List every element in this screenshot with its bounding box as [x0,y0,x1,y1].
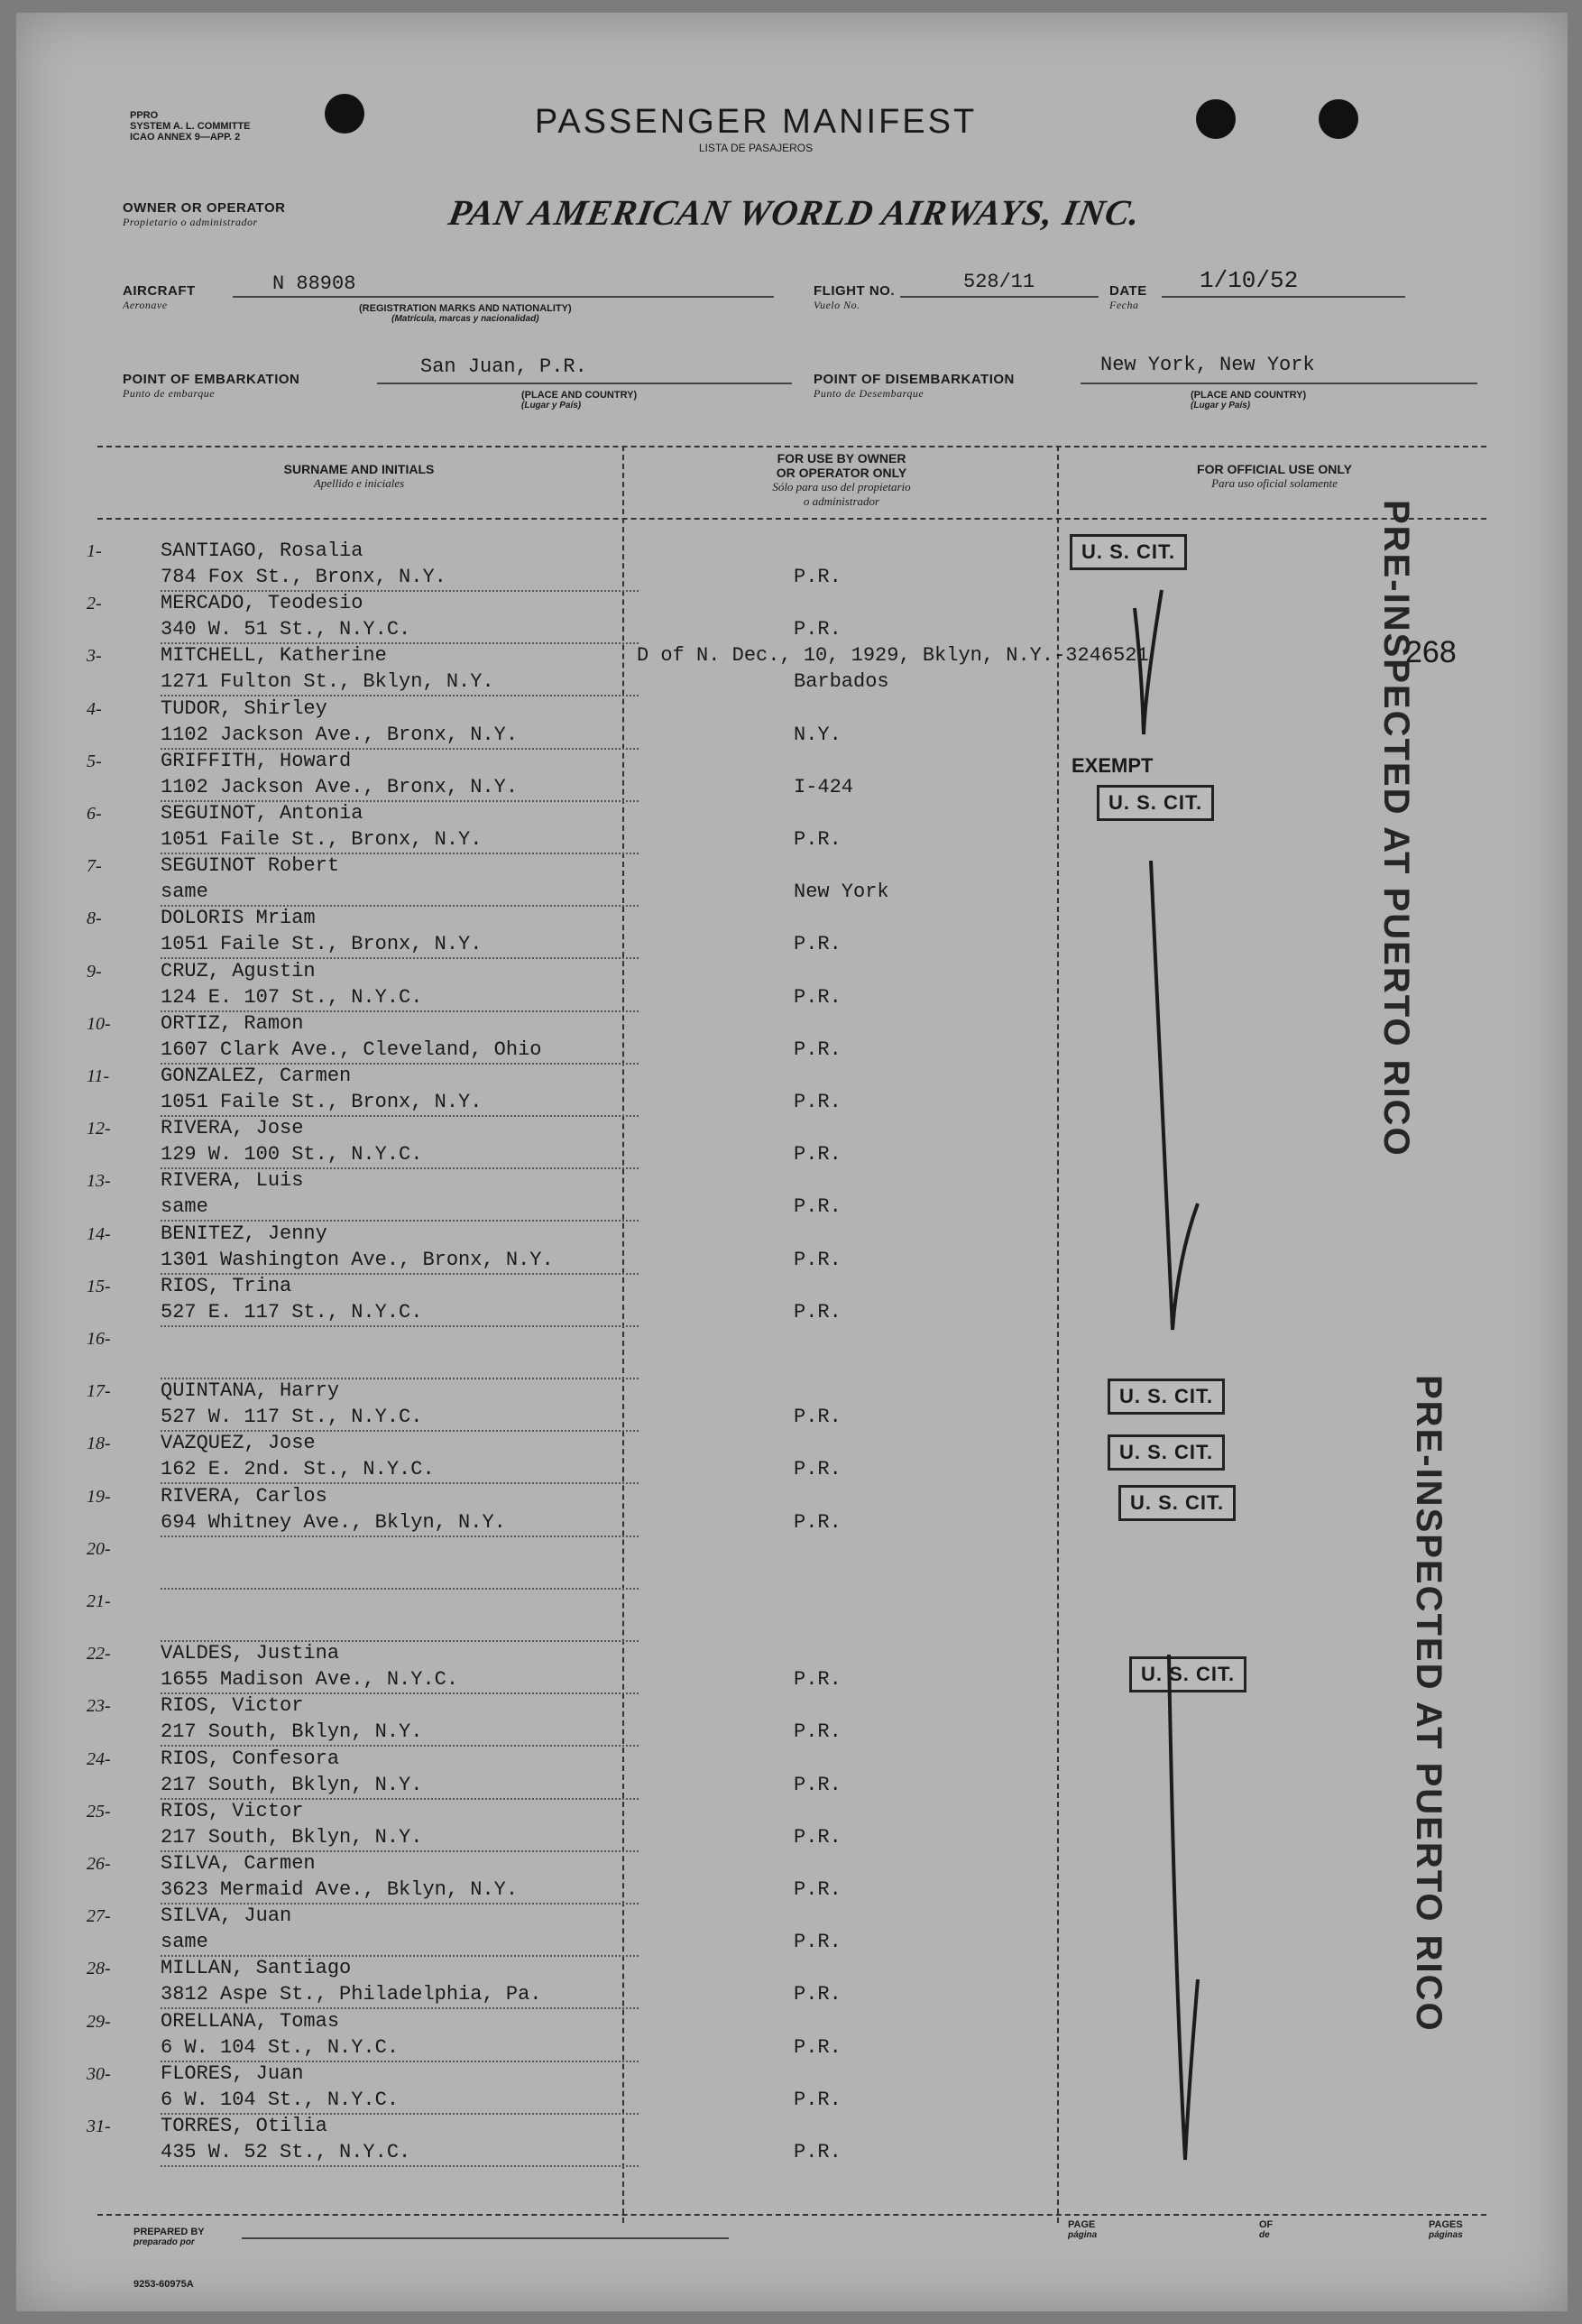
row-number: 19- [87,1487,111,1507]
passenger-address: 1655 Madison Ave., N.Y.C. [161,1668,459,1691]
passenger-address: 217 South, Bklyn, N.Y. [161,1720,423,1743]
owner-use-value: P.R. [794,1249,842,1271]
passenger-name: SILVA, Carmen [161,1852,316,1875]
column-header-surname-es: Apellido e iniciales [313,476,405,490]
disembarkation-label: POINT OF DISEMBARKATION [814,372,1015,387]
row-number: 16- [87,1329,111,1349]
column-header-official [1062,462,1486,491]
owner-use-value: P.R. [794,1878,842,1901]
form-number: 9253-60975A [133,2279,194,2290]
owner-use-value: P.R. [794,2141,842,2163]
column-header-owner-es: Sólo para uso del propietario [772,480,911,493]
owner-use-value: P.R. [794,1406,842,1428]
passenger-name: DOLORIS Mriam [161,907,316,929]
row-number: 2- [87,594,102,613]
pen-strokes [1062,554,1243,2232]
passenger-name: CRUZ, Agustin [161,960,316,982]
row-number: 13- [87,1171,111,1191]
pages-label-es: páginas [1429,2230,1463,2240]
passenger-address: 162 E. 2nd. St., N.Y.C. [161,1458,435,1480]
owner-use-value: P.R. [794,828,842,851]
disembarkation-caption-es: (Lugar y País) [1191,401,1251,410]
owner-label-es: Propietario o administrador [123,216,258,228]
table-top-rule [97,446,1486,447]
passenger-address: 340 W. 51 St., N.Y.C. [161,618,411,641]
row-number: 7- [87,856,102,876]
row-number: 9- [87,962,102,982]
table-row [16,750,1568,802]
column-header-official-label: FOR OFFICIAL USE ONLY [1197,462,1352,476]
table-row [16,802,1568,854]
flight-underline [900,296,1099,298]
passenger-name: TORRES, Otilia [161,2115,327,2137]
row-rule [161,2165,639,2167]
prepared-by-underline [242,2237,729,2239]
passenger-name: RIVERA, Jose [161,1117,304,1139]
row-number: 21- [87,1591,111,1611]
passenger-address: 1102 Jackson Ave., Bronx, N.Y. [161,776,519,798]
passenger-name: RIVERA, Luis [161,1169,304,1192]
aircraft-label-block [123,283,196,312]
passenger-address: 217 South, Bklyn, N.Y. [161,1826,423,1849]
passenger-name: RIOS, Confesora [161,1748,340,1770]
owner-use-value: P.R. [794,986,842,1009]
passenger-address: 1301 Washington Ave., Bronx, N.Y. [161,1249,554,1271]
table-row [16,592,1568,644]
column-header-official-es: Para uso oficial solamente [1211,476,1338,490]
passenger-name: MERCADO, Teodesio [161,592,363,614]
passenger-name: GONZALEZ, Carmen [161,1065,352,1087]
passenger-name: SANTIAGO, Rosalia [161,540,363,562]
owner-use-value: N.Y. [794,724,842,746]
owner-use-value: P.R. [794,1720,842,1743]
owner-use-value: P.R. [794,566,842,588]
row-number: 1- [87,541,102,561]
owner-use-value: P.R. [794,618,842,641]
aircraft-value: N 88908 [272,272,356,295]
of-label-block [1259,2219,1273,2241]
row-number: 10- [87,1014,111,1034]
passenger-name: SEGUINOT Robert [161,854,340,877]
page-label-es: página [1068,2230,1098,2240]
form-code-line: ICAO ANNEX 9—APP. 2 [130,132,241,143]
passenger-name: ORTIZ, Ramon [161,1012,304,1035]
row-number: 24- [87,1749,111,1769]
pre-inspected-stamp: PRE-INSPECTED AT PUERTO RICO [1409,1375,1449,2033]
of-label: OF [1259,2219,1274,2230]
passenger-name: MITCHELL, Katherine [161,644,387,667]
flight-label: FLIGHT NO. [814,283,895,299]
date-value: 1/10/52 [1200,267,1299,294]
manifest-sheet [16,13,1568,2311]
row-rule [161,1745,639,1747]
passenger-address: 694 Whitney Ave., Bklyn, N.Y. [161,1511,506,1534]
page-label: PAGE [1068,2219,1096,2230]
prepared-by-es: preparado por [133,2237,195,2247]
aircraft-caption-block [359,303,572,325]
owner-use-value: P.R. [794,1983,842,2006]
row-number: 15- [87,1277,111,1296]
aircraft-caption: (REGISTRATION MARKS AND NATIONALITY) [359,303,572,314]
row-rule [161,1482,639,1484]
aircraft-underline [233,296,774,298]
owner-use-value: P.R. [794,2036,842,2059]
passenger-name: FLORES, Juan [161,2062,304,2085]
page-title: PASSENGER MANIFEST [534,103,978,141]
table-row [16,2115,1568,2167]
date-label: DATE [1109,283,1147,299]
table-row [16,1275,1568,1327]
handwritten-number: 268 [1405,635,1457,669]
us-citizen-stamp: U. S. CIT. [1129,1656,1246,1692]
row-number: 30- [87,2064,111,2084]
row-number: 12- [87,1119,111,1139]
us-citizen-stamp: U. S. CIT. [1108,1379,1225,1415]
owner-use-value: P.R. [794,1195,842,1218]
row-number: 22- [87,1644,111,1664]
table-row [16,1065,1568,1117]
owner-use-value: P.R. [794,1091,842,1113]
passenger-address: 784 Fox St., Bronx, N.Y. [161,566,446,588]
row-number: 25- [87,1802,111,1821]
row-number: 17- [87,1381,111,1401]
passenger-address: 124 E. 107 St., N.Y.C. [161,986,423,1009]
check-mark [1151,861,1198,1330]
passenger-name: VAZQUEZ, Jose [161,1432,316,1454]
passenger-name: RIOS, Victor [161,1694,304,1717]
page-label-block [1068,2219,1097,2241]
passenger-address: 435 W. 52 St., N.Y.C. [161,2141,411,2163]
table-row [16,1117,1568,1169]
table-row [16,1800,1568,1852]
column-header-owner-es: o administrador [803,494,880,508]
form-code-line: PPRO [130,110,159,121]
column-header-owner-line: FOR USE BY OWNER [777,451,906,466]
passenger-address: 6 W. 104 St., N.Y.C. [161,2089,400,2111]
passenger-address: 1102 Jackson Ave., Bronx, N.Y. [161,724,519,746]
table-row [16,1432,1568,1484]
embarkation-caption-block [521,390,637,411]
table-row [16,907,1568,959]
date-label-block [1109,283,1147,312]
table-row [16,1957,1568,2009]
table-row [16,2062,1568,2115]
passenger-address: 1051 Faile St., Bronx, N.Y. [161,828,483,851]
owner-use-value: P.R. [794,1826,842,1849]
table-row [16,1012,1568,1065]
row-number: 11- [87,1066,110,1086]
table-row [16,1852,1568,1904]
embarkation-caption: (PLACE AND COUNTRY) [521,390,638,401]
row-number: 5- [87,752,102,771]
row-number: 23- [87,1696,111,1716]
row-rule [161,1220,639,1222]
of-label-es: de [1259,2230,1270,2240]
owner-use-value: P.R. [794,1511,842,1534]
table-row [16,960,1568,1012]
row-number: 26- [87,1854,111,1874]
row-number: 28- [87,1959,111,1978]
form-code-line: SYSTEM A. L. COMMITTE [130,121,251,132]
prepared-by-block [133,2227,205,2248]
passenger-name: MILLAN, Santiago [161,1957,352,1979]
passenger-name: GRIFFITH, Howard [161,750,352,772]
us-citizen-stamp: U. S. CIT. [1108,1434,1225,1471]
disembarkation-value: New York, New York [1100,354,1315,376]
row-rule [161,957,639,959]
passenger-name: RIOS, Victor [161,1800,304,1822]
prepared-by-label: PREPARED BY [133,2227,205,2237]
passenger-address: same [161,1195,208,1218]
passenger-address: 217 South, Bklyn, N.Y. [161,1774,423,1796]
owner-use-value: P.R. [794,1774,842,1796]
passenger-name: BENITEZ, Jenny [161,1222,327,1245]
passenger-name: SILVA, Juan [161,1904,292,1927]
passenger-address: 129 W. 100 St., N.Y.C. [161,1143,423,1166]
check-mark [1135,590,1162,734]
pages-label-block [1429,2219,1463,2241]
owner-use-value: New York [794,881,889,903]
disembarkation-caption: (PLACE AND COUNTRY) [1191,390,1307,401]
owner-use-value: P.R. [794,1931,842,1953]
owner-use-value: P.R. [794,1668,842,1691]
table-row [16,1169,1568,1222]
row-number: 29- [87,2012,111,2032]
date-underline [1162,296,1405,298]
passenger-address: 6 W. 104 St., N.Y.C. [161,2036,400,2059]
passenger-address: 1607 Clark Ave., Cleveland, Ohio [161,1038,542,1061]
passenger-name: QUINTANA, Harry [161,1379,340,1402]
owner-use-value: I-424 [794,776,854,798]
disembarkation-caption-block [1191,390,1306,411]
aircraft-label-es: Aeronave [123,299,168,311]
table-row [16,1694,1568,1747]
row-number: 6- [87,804,102,824]
column-header-owner-line: OR OPERATOR ONLY [776,466,907,480]
aircraft-label: AIRCRAFT [123,283,196,299]
owner-value: PAN AMERICAN WORLD AIRWAYS, INC. [446,192,1145,233]
passenger-address: same [161,881,208,903]
passenger-address: 527 E. 117 St., N.Y.C. [161,1301,423,1323]
table-bottom-rule [97,2214,1486,2216]
table-row [16,1222,1568,1275]
owner-label-block [123,200,285,229]
table-row [16,854,1568,907]
passenger-name: VALDES, Justina [161,1642,340,1665]
owner-label: OWNER OR OPERATOR [123,200,286,216]
row-number: 20- [87,1539,111,1559]
embarkation-value: San Juan, P.R. [420,355,587,378]
embarkation-label-es: Punto de embarque [123,387,216,400]
pages-label: PAGES [1429,2219,1463,2230]
column-header-owner-use [630,451,1053,509]
table-row [16,540,1568,592]
passenger-name: SEGUINOT, Antonia [161,802,363,825]
us-citizen-stamp: U. S. CIT. [1118,1485,1236,1521]
check-mark [1169,1655,1198,2160]
passenger-name: ORELLANA, Tomas [161,2010,340,2033]
passenger-address: 1051 Faile St., Bronx, N.Y. [161,1091,483,1113]
owner-use-value: P.R. [794,1458,842,1480]
date-label-es: Fecha [1109,299,1139,311]
us-citizen-stamp: U. S. CIT. [1097,785,1214,821]
passenger-address: 1051 Faile St., Bronx, N.Y. [161,933,483,955]
passenger-address: 527 W. 117 St., N.Y.C. [161,1406,423,1428]
row-number: 3- [87,646,102,666]
table-row [16,2010,1568,2062]
row-number: 31- [87,2116,111,2136]
passenger-name: RIOS, Trina [161,1275,292,1297]
embarkation-underline [377,383,792,384]
table-header-rule [97,518,1486,520]
table-row [16,1379,1568,1432]
passenger-name: TUDOR, Shirley [161,697,327,720]
us-citizen-stamp: U. S. CIT. [1070,534,1187,570]
owner-use-value: P.R. [794,1143,842,1166]
title-block [16,103,1568,154]
row-number: 4- [87,699,102,719]
table-row [16,1537,1568,1590]
aircraft-caption-es: (Matrícula, marcas y nacionalidad) [391,314,539,324]
column-header-surname-label: SURNAME AND INITIALS [283,462,435,476]
table-row [16,1748,1568,1800]
row-rule [161,695,639,696]
owner-use-value: P.R. [794,2089,842,2111]
disembarkation-label-block [814,372,1015,401]
column-header-surname [106,462,612,491]
passenger-name: RIVERA, Carlos [161,1485,327,1508]
row-number: 18- [87,1434,111,1453]
disembarkation-label-es: Punto de Desembarque [814,387,924,400]
row-number: 27- [87,1906,111,1926]
embarkation-label: POINT OF EMBARKATION [123,372,300,387]
row-rule [161,2007,639,2009]
table-row [16,697,1568,750]
owner-use-value: Barbados [794,670,889,693]
passenger-address: 3623 Mermaid Ave., Bklyn, N.Y. [161,1878,519,1901]
owner-use-note: D of N. Dec., 10, 1929, Bklyn, N.Y.-3246521 [637,644,1149,667]
row-number: 8- [87,908,102,928]
table-row [16,1904,1568,1957]
table-row [16,1485,1568,1537]
row-number: 14- [87,1224,111,1244]
page-title-es: LISTA DE PASAJEROS [698,142,814,154]
exempt-stamp: EXEMPT [1072,754,1154,777]
flight-value: 528/11 [963,271,1035,293]
passenger-address: 1271 Fulton St., Bklyn, N.Y. [161,670,494,693]
passenger-address: 3812 Aspe St., Philadelphia, Pa. [161,1983,542,2006]
passenger-address: same [161,1931,208,1953]
disembarkation-underline [1081,383,1477,384]
owner-use-value: P.R. [794,1038,842,1061]
embarkation-label-block [123,372,299,401]
table-row [16,644,1568,696]
table-row [16,1590,1568,1642]
table-row [16,1642,1568,1694]
pre-inspected-stamp: PRE-INSPECTED AT PUERTO RICO [1376,500,1416,1157]
flight-label-block [814,283,895,312]
table-row [16,1327,1568,1379]
embarkation-caption-es: (Lugar y País) [521,401,582,410]
owner-use-value: P.R. [794,1301,842,1323]
flight-label-es: Vuelo No. [814,299,860,311]
owner-use-value: P.R. [794,933,842,955]
